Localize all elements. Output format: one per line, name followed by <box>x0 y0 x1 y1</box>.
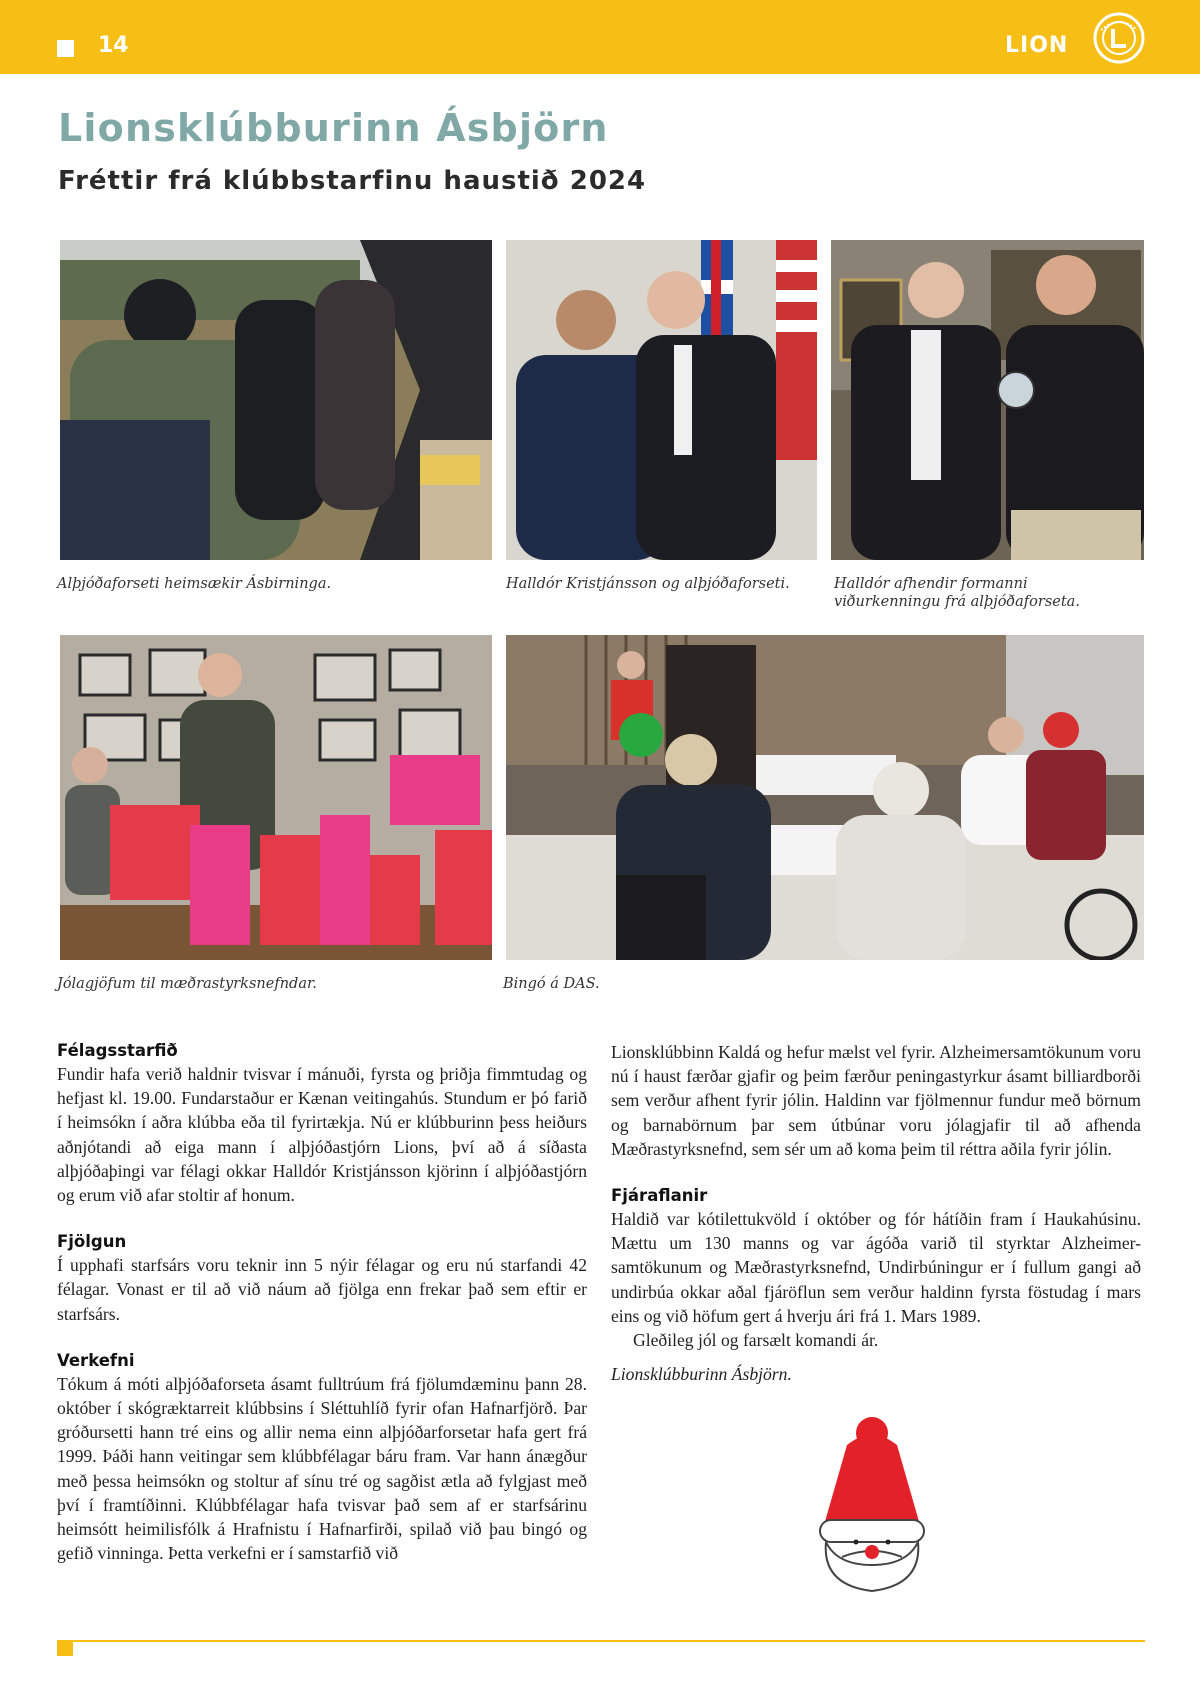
christmas-greeting: Gleðileg jól og farsælt komandi ár. <box>633 1330 879 1351</box>
santa-claus-icon <box>812 1415 932 1595</box>
photo-caption: Bingó á DAS. <box>503 976 600 992</box>
section-heading-fjolgun: Fjölgun <box>57 1232 127 1252</box>
article-title: Lionsklúbburinn Ásbjörn <box>58 106 609 150</box>
header-square-marker <box>57 40 74 57</box>
section-text-felagsstarfid: Fundir hafa verið haldnir tvisvar í mánuði, fyrsta og þriðja fimmtudag og hefjast kl. 19.00. Fundarstaður er Kænan veitingahús. Stundum er þó farið í heimsókn í aðra klúbba eða til fyrirtækja. Nú er klúbburinn þess heiðurs aðnjótandi að eiga mann í alþjóðastjórn Lions, því að á síðasta alþjóðaþingi var félagi okkar Halldór Kristjánsson kjörinn í alþjóðastjórn og erum við afar stoltir af honum. <box>57 1064 587 1206</box>
footer-rule <box>73 1640 1145 1642</box>
article-column-left <box>57 1040 587 1565</box>
section-text-verkefni: Tókum á móti alþjóðaforseta ásamt fulltrúum frá fjölumdæminu þann 28. október í skógræktarreit klúbbsins í Sléttuhlíð fyrir ofan Hafnarfjörð. Þar gróðursetti hann tré eins og allir nema einn alþjóðarforsetar hafa gert frá 1999. Þáði hann veitingar sem klúbbfélagar báru fram. Var hann ánægður með þessa heimsókn og stoltur af sínu tré og sagðist ætla að fylgjast með því í framtíðinni. Klúbbfélagar hafa tvisvar það sem af er starfsárinu heimsótt heimilisfólk á Hrafnistu í Hafnarfirði, spilað við þau bingó og gefið vinninga. Þetta verkefni er í samstarfið við <box>57 1373 587 1564</box>
photo-president-visit <box>60 240 492 560</box>
section-heading-felagsstarfid: Félagsstarfið <box>57 1041 178 1060</box>
page-number: 14 <box>98 33 129 58</box>
section-heading-fjaraflanir: Fjáraflanir <box>611 1186 708 1206</box>
article-column-right <box>611 1040 1141 1386</box>
section-heading-verkefni: Verkefni <box>57 1350 135 1370</box>
photo-award-handover <box>831 240 1144 560</box>
section-text-fjaraflanir: Haldið var kótilettukvöld í október og fór hátíðin fram í Haukahúsinu. Mættu um 130 manns og var ágóða varið til styrktar Alzheimer-samtökunum og Mæðrastyrksnefnd, Undirbúningur er í fullum gangi að undirbúa okkar aðal fjáröflun sem verður haldinn fyrsta föstudag í mars eins og við höfum gert á hverju ári frá 1. Mars 1989. <box>611 1209 1141 1326</box>
magazine-name: LION <box>1005 33 1069 58</box>
section-text-verkefni-continued: Lionsklúbbinn Kaldá og hefur mælst vel fyrir. Alzheimersamtökunum voru nú í haust færðar gjafir og þeim færður peningastyrkur ásamt billiardborði sem verður afhent fyrir jólin. Haldinn var fjölmennur fundur með börnum og barnabörnum þar sem útbúnar voru jólagjafir til að afhenda Mæðrastyrksnefnd, sem sér um að koma þeim til réttra aðila fyrir jólin. <box>611 1042 1141 1159</box>
club-signature: Lionsklúbburinn Ásbjörn. <box>611 1364 792 1385</box>
footer-square-marker <box>57 1640 73 1656</box>
section-text-fjolgun: Í upphafi starfsárs voru teknir inn 5 nýir félagar og eru nú starfandi 42 félagar. Vonast er til að við náum að fjölga enn frekar það sem eftir er starfsárs. <box>57 1255 587 1324</box>
photo-halldor-and-president <box>506 240 817 560</box>
photo-caption: Jólagjöfum til mæðrastyrksnefndar. <box>57 976 317 992</box>
article-subtitle: Fréttir frá klúbbstarfinu haustið 2024 <box>58 166 647 196</box>
photo-bingo-das <box>506 635 1144 960</box>
photo-caption: Alþjóðaforseti heimsækir Ásbirninga. <box>57 576 332 592</box>
photo-caption: Halldór Kristjánsson og alþjóðaforseti. <box>506 576 790 592</box>
lions-club-logo-icon <box>1093 12 1145 64</box>
photo-christmas-gifts <box>60 635 492 960</box>
photo-caption: Halldór afhendir formanni viðurkenningu frá alþjóðaforseta. <box>834 576 1080 610</box>
